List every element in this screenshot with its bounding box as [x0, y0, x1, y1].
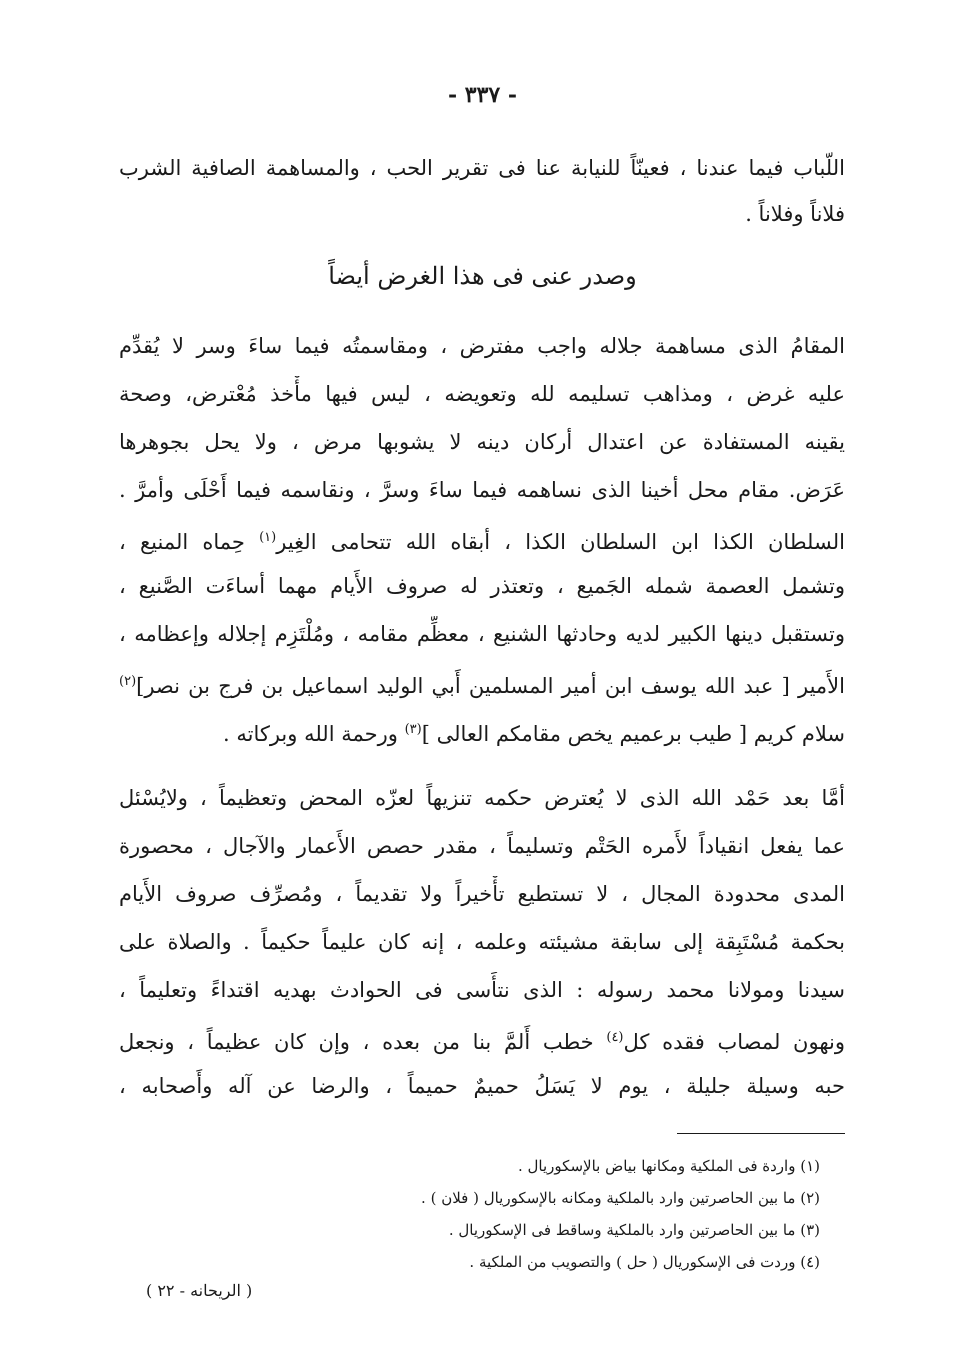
- footnote: (٣) ما بين الحاصرتين وارد بالملكية وساقط فى الإسكوريال .: [448, 1221, 820, 1239]
- text-line: عليه غرض ، ومذاهب تسليمه لله وتعويضه ، ليس فيها مأْخذ مُعْترض، وصحة: [119, 382, 845, 406]
- page-number: - ٣٣٧ -: [447, 82, 518, 108]
- text-line: المدى محدودة المجال ، لا تستطيع تأْخيراً ولا تقديماً ، ومُصرِّف صروف الأَيام: [119, 882, 845, 906]
- footnote-divider: [677, 1133, 845, 1134]
- text-segment: ورحمة الله وبركاته .: [222, 722, 398, 746]
- text-line: بحكمة مُسْتَبِقة إلى سابقة مشيئته وعلمه ، إنه كان عليماً حكيماً . والصلاة على: [119, 930, 845, 954]
- text-line: أمَّا بعد حَمْد الله الذى لا يُعترض حكمه تنزيهاً لعزّه المحض وتعظيماً ، ولايُسْئل: [119, 786, 845, 810]
- text-segment: ونهون لمصاب فقده كل: [623, 1030, 845, 1054]
- text-line: المقامُ الذى مساهمة جلاله واجب مفترض ، ومقاسمتُه فيما ساءَ وسر لا يُقدِّم: [119, 334, 845, 358]
- footnote-ref-1: (١): [259, 530, 277, 545]
- footnote: (١) واردة فى الملكية ومكانها بياض بالإسكوريال .: [518, 1157, 820, 1175]
- signature-mark: ( الريحانه - ٢٢ ): [146, 1281, 253, 1300]
- text-line: حبه وسيلة جليلة ، يوم لا يَسَلُ حميمٌ حميماً ، والرضا عن آله وأَصحابه ،: [119, 1074, 845, 1098]
- text-line: عما يفعل انقياداً لأَمره الحَتْم وتسليماً ، مقدر حصص الأَعمار والآجال ، محصورة: [119, 834, 845, 858]
- text-line: عَرَض. مقام محل أخينا الذى نساهمه فيما ساءَ وسرَّ ، ونقاسمه فيما أَحْلَى وأمرَّ .: [119, 478, 845, 502]
- footnote: (٢) ما بين الحاصرتين وارد بالملكية ومكانه بالإسكوريال ( فلان ) .: [421, 1189, 820, 1207]
- footnote-ref-4: (٤): [606, 1030, 624, 1045]
- text-segment: سلام كريم [ طيب برعميم يخص مقامكم العالى ]: [421, 722, 845, 746]
- text-line: يقينه المستفادة عن اعتدال أركان دينه لا يشوبها مرض ، ولا يحل بجوهرها: [119, 430, 845, 454]
- text-line: [119, 520, 845, 560]
- section-heading: وصدر عنى فى هذا الغرض أيضاً: [328, 262, 637, 290]
- text-segment: السلطان الكذا ابن السلطان الكذا ، أبقاه الله تتحامى الغِير: [276, 530, 845, 554]
- footnote: (٤) وردت فى الإسكوريال ( حل ) والتصويب من الملكية .: [469, 1253, 820, 1271]
- text-line: وتشمل العصمة شمله الجَميع ، وتعتذر له صروف الأَيام مهما أساءَت الصَّنيع ،: [119, 574, 845, 598]
- text-line: اللّباب فيما عندنا ، فعينّاً للنيابة عنا فى تقرير الحب ، والمساهمة الصافية الشرب: [119, 156, 845, 180]
- text-segment: حِماه المنيع ،: [119, 530, 245, 554]
- footnote-ref-2: (٢): [119, 674, 137, 689]
- text-line: وتستقبل دينها الكبير لديه وحادثها الشنيع ، معظِّم مقامه ، ومُلْتَزِم إجلاله وإعظامه ،: [119, 622, 845, 646]
- text-line: [119, 1020, 845, 1060]
- text-line: فلاناً وفلاناً .: [745, 202, 845, 226]
- text-line: [119, 712, 845, 752]
- text-segment: خطب أَلمَّ بنا من بعده ، وإن كان عظيماً ، ونجعل: [119, 1030, 594, 1054]
- footnote-ref-3: (٣): [404, 722, 422, 737]
- text-line: سيدنا ومولانا محمد رسوله : الذى نتأَسى فى الحوادث بهديه اقتداءً وتعليماً ،: [119, 978, 845, 1002]
- text-line: [119, 664, 845, 704]
- text-segment: الأَمير [ عبد الله يوسف ابن أمير المسلمين أَبي الوليد اسماعيل بن فرج بن نصر]: [136, 674, 845, 698]
